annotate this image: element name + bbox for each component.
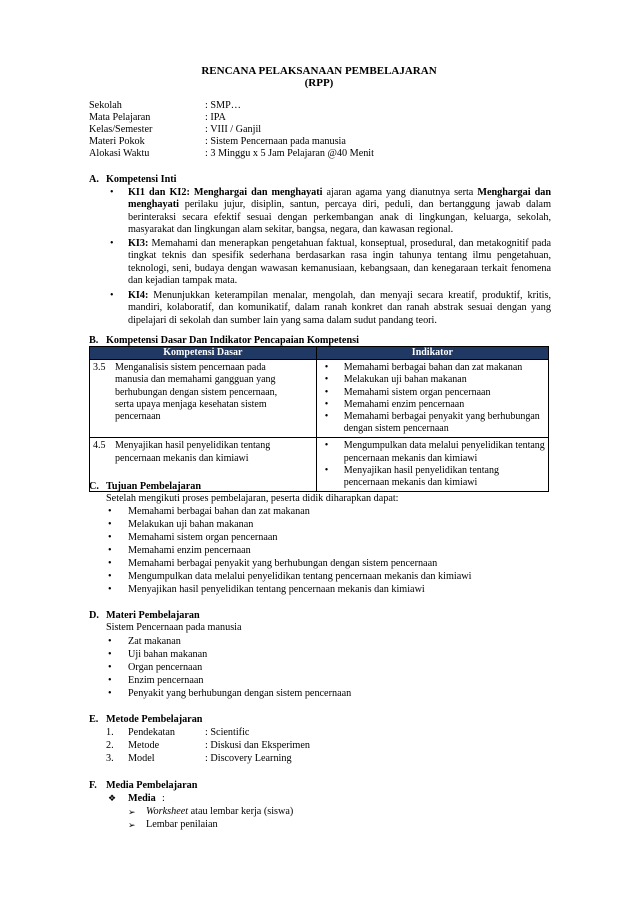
ki3-paragraph	[128, 238, 551, 288]
list-item: Memahami enzim pencernaan	[128, 545, 251, 556]
bullet-icon: •	[108, 662, 112, 673]
identity-label: Alokasi Waktu	[89, 148, 150, 159]
bullet-icon: •	[108, 558, 112, 569]
ki12-bold-2: Menghargai dan menghayati	[128, 187, 552, 211]
identity-label: Materi Pokok	[89, 136, 145, 147]
method-number: 2.	[106, 740, 114, 751]
bullet-icon: •	[108, 532, 112, 543]
competency-table	[89, 346, 549, 492]
list-item: Memahami sistem organ pencernaan	[128, 532, 278, 543]
media-item	[146, 806, 293, 818]
arrow-bullet-icon: ➢	[128, 820, 136, 830]
list-item: • Menyajikan hasil penyelidikan tentang pencernaan mekanis dan kimiawi	[320, 465, 545, 489]
media-item-text: Lembar penilaian	[146, 819, 218, 830]
identity-value: : IPA	[205, 112, 226, 123]
section-a-heading: Kompetensi Inti	[106, 174, 177, 185]
ki12-paragraph	[128, 187, 551, 237]
section-f-letter: F.	[89, 780, 97, 791]
ki4-label: KI4:	[128, 290, 149, 301]
ki12-label: KI1 dan KI2:	[128, 187, 190, 198]
section-b-letter: B.	[89, 335, 99, 346]
bullet-icon: •	[110, 290, 114, 301]
method-value: : Scientific	[205, 727, 250, 738]
identity-label: Sekolah	[89, 100, 122, 111]
list-item: • Mengumpulkan data melalui penyelidikan tentang pencernaan mekanis dan kimiawi	[320, 440, 545, 464]
bullet-icon: •	[108, 506, 112, 517]
section-f-heading: Media Pembelajaran	[106, 780, 198, 791]
method-label: Metode	[128, 740, 160, 751]
list-item: Zat makanan	[128, 636, 181, 647]
bullet-icon: •	[108, 688, 112, 699]
list-item: • Memahami enzim pencernaan	[320, 399, 545, 411]
ki12-bold-1: Menghargai dan menghayati	[193, 187, 323, 198]
list-item: Uji bahan makanan	[128, 649, 208, 660]
list-item: Penyakit yang berhubungan dengan sistem pencernaan	[128, 688, 352, 699]
media-item	[146, 819, 218, 831]
bullet-icon: •	[108, 545, 112, 556]
list-item: Menyajikan hasil penyelidikan tentang pencernaan mekanis dan kimiawi	[128, 584, 425, 595]
kd-text: Menyajikan hasil penyelidikan tentang pencernaan mekanis dan kimiawi	[115, 440, 271, 464]
method-label: Model	[128, 753, 155, 764]
kd-number: 4.5	[93, 440, 106, 452]
column-header-kd: Kompetensi Dasar	[90, 347, 317, 360]
section-c-heading: Tujuan Pembelajaran	[106, 481, 201, 492]
identity-value: : VIII / Ganjil	[205, 124, 262, 135]
kd-number: 3.5	[93, 362, 106, 374]
diamond-bullet-icon: ❖	[108, 793, 117, 803]
section-c-intro: Setelah mengikuti proses pembelajaran, peserta didik diharapkan dapat:	[106, 493, 399, 504]
identity-label: Mata Pelajaran	[89, 112, 151, 123]
bullet-icon: •	[108, 636, 112, 647]
section-b-heading: Kompetensi Dasar Dan Indikator Pencapaian Kompetensi	[106, 335, 359, 346]
bullet-icon: •	[108, 584, 112, 595]
table-row	[90, 360, 549, 438]
bullet-icon: •	[110, 187, 114, 198]
identity-label: Kelas/Semester	[89, 124, 153, 135]
bullet-icon: •	[108, 519, 112, 530]
list-item: Enzim pencernaan	[128, 675, 204, 686]
section-d-heading: Materi Pembelajaran	[106, 610, 200, 621]
section-c-letter: C.	[89, 481, 99, 492]
document-subtitle: (RPP)	[304, 77, 334, 89]
list-item: • Melakukan uji bahan makanan	[320, 374, 545, 386]
method-value: : Discovery Learning	[205, 753, 292, 764]
media-colon: :	[162, 793, 165, 804]
section-d-letter: D.	[89, 610, 99, 621]
document-title: RENCANA PELAKSANAAN PEMBELAJARAN	[201, 65, 437, 77]
list-item: Memahami berbagai bahan dan zat makanan	[128, 506, 310, 517]
bullet-icon: •	[108, 649, 112, 660]
column-header-indicator: Indikator	[316, 347, 548, 360]
ki3-text: Memahami dan menerapkan pengetahuan faktual, konseptual, prosedural, dan metakognitif pada tingkat teknis dan spesifik sederhana berdasarkan rasa ingin tahunya tentang ilmu pengetahuan, teknologi, seni, budaya dengan wawasan kemanusiaan, kebangsaan, dan kenegaraan terkait fenomena dan kejadian tampak mata.	[128, 238, 552, 287]
ki12-text-1: ajaran agama yang dianutnya serta	[326, 187, 474, 198]
ki4-paragraph	[128, 290, 551, 327]
section-d-intro: Sistem Pencernaan pada manusia	[106, 622, 242, 633]
ki3-label: KI3:	[128, 238, 149, 249]
list-item: Memahami berbagai penyakit yang berhubungan dengan sistem pencernaan	[128, 558, 438, 569]
list-item: • Memahami sistem organ pencernaan	[320, 387, 545, 399]
method-label: Pendekatan	[128, 727, 175, 738]
indicator-list	[320, 440, 545, 489]
list-item: Melakukan uji bahan makanan	[128, 519, 254, 530]
kd-text: Menganalisis sistem pencernaan pada manusia dan memahami gangguan yang berhubungan dengan sistem pencernaan, serta upaya menjaga kesehatan sistem pencernaan	[115, 362, 278, 423]
method-number: 1.	[106, 727, 114, 738]
bullet-icon: •	[108, 675, 112, 686]
identity-value: : 3 Minggu x 5 Jam Pelajaran @40 Menit	[205, 148, 374, 159]
bullet-icon: •	[110, 238, 114, 249]
media-item-italic: Worksheet	[146, 806, 189, 817]
ki12-text-2: perilaku jujur, disiplin, santun, percaya diri, peduli, dan bertanggung jawab dalam berinteraksi secara efektif sesuai dengan perkembangan anak di lingkungan, keluarga, sekolah, masyarakat dan lingkungan alam sekitar, bangsa, negara, dan kawasan regional.	[128, 199, 551, 236]
identity-value: : Sistem Pencernaan pada manusia	[205, 136, 346, 147]
list-item: Organ pencernaan	[128, 662, 203, 673]
media-item-text: atau lembar kerja (siswa)	[188, 806, 294, 817]
arrow-bullet-icon: ➢	[128, 807, 136, 817]
table-header-row	[90, 347, 549, 360]
ki4-text: Menunjukkan keterampilan menalar, mengolah, dan menyaji secara kreatif, produktif, kritis, mandiri, kolaboratif, dan komunikatif, dalam ranah konkret dan ranah abstrak sesuai dengan yang dipelajari di sekolah dan sumber lain yang sama dalam sudut pandang teori.	[128, 290, 552, 326]
section-e-letter: E.	[89, 714, 99, 725]
section-e-heading: Metode Pembelajaran	[106, 714, 203, 725]
section-a-letter: A.	[89, 174, 99, 185]
list-item: Mengumpulkan data melalui penyelidikan tentang pencernaan mekanis dan kimiawi	[128, 571, 472, 582]
indicator-list	[320, 362, 545, 435]
media-label: Media	[128, 793, 156, 804]
list-item: • Memahami berbagai bahan dan zat makanan	[320, 362, 545, 374]
bullet-icon: •	[108, 571, 112, 582]
identity-value: : SMP…	[205, 100, 241, 111]
list-item: • Memahami berbagai penyakit yang berhubungan dengan sistem pencernaan	[320, 411, 545, 435]
method-value: : Diskusi dan Eksperimen	[205, 740, 310, 751]
method-number: 3.	[106, 753, 114, 764]
